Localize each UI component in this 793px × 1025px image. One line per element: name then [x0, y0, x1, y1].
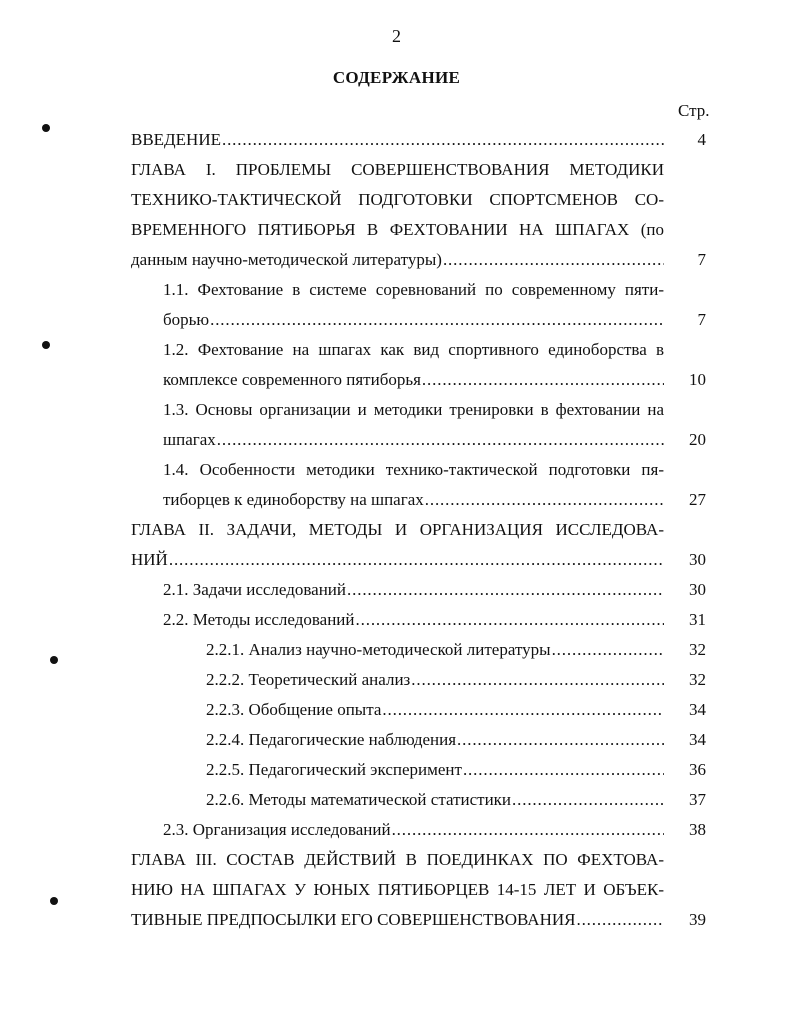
toc-entry-page: 10 [689, 370, 706, 389]
dot-leader [347, 580, 664, 600]
toc-title: СОДЕРЖАНИЕ [332, 68, 461, 87]
toc-entry-text: 2.1. Задачи исследований [163, 580, 347, 599]
toc-entry-page: 4 [697, 130, 706, 149]
dot-leader [217, 430, 664, 450]
toc-entry-text: борью [163, 310, 210, 329]
toc-entry-page: 30 [689, 550, 706, 569]
dot-leader [411, 670, 664, 690]
toc-entry-text: 2.2.2. Теоретический анализ [206, 670, 411, 689]
toc-entry-page: 32 [689, 670, 706, 689]
dot-leader [169, 550, 664, 570]
toc-entry-text: 2.2.3. Обобщение опыта [206, 700, 382, 719]
toc-entry-text: 2.2.1. Анализ научно-методической литературы [206, 640, 551, 659]
dot-leader [512, 790, 664, 810]
margin-mark [50, 897, 58, 905]
toc-entry-text: тиборцев к единоборству на шпагах [163, 490, 424, 509]
toc-entry-text: данным научно-методической литературы) [131, 250, 442, 269]
toc-entry-text: ВВЕДЕНИЕ [131, 130, 221, 149]
toc-entry-text: ТЕХНИКО-ТАКТИЧЕСКОЙ ПОДГОТОВКИ СПОРТСМЕНОВ СО- [131, 190, 664, 209]
toc-entry-page: 39 [689, 910, 706, 929]
dot-leader [576, 910, 664, 930]
toc-entry-text: 2.3. Организация исследований [163, 820, 391, 839]
margin-mark [42, 341, 50, 349]
dot-leader [210, 310, 664, 330]
dot-leader [222, 130, 664, 150]
margin-mark [42, 124, 50, 132]
toc-entry-page: 38 [689, 820, 706, 839]
toc-entry-text: 1.2. Фехтование на шпагах как вид спортивного единоборства в [163, 340, 664, 359]
toc-entry-text: 1.1. Фехтование в системе соревнований по современному пяти- [163, 280, 664, 299]
dot-leader [382, 700, 664, 720]
toc-entry-page: 34 [689, 700, 706, 719]
pages-column-header: Стр. [678, 101, 710, 120]
toc-entry-text: НИЮ НА ШПАГАХ У ЮНЫХ ПЯТИБОРЦЕВ 14-15 ЛЕТ И ОБЪЕК- [131, 880, 664, 899]
toc-entry-page: 36 [689, 760, 706, 779]
toc-entry-text: ТИВНЫЕ ПРЕДПОСЫЛКИ ЕГО СОВЕРШЕНСТВОВАНИЯ [131, 910, 576, 929]
toc-entry-text: 2.2.5. Педагогический эксперимент [206, 760, 462, 779]
toc-entry-page: 20 [689, 430, 706, 449]
dot-leader [463, 760, 664, 780]
toc-entry-text: 1.3. Основы организации и методики тренировки в фехтовании на [163, 400, 664, 419]
toc-entry-text: ГЛАВА III. СОСТАВ ДЕЙСТВИЙ В ПОЕДИНКАХ ПО ФЕХТОВА- [131, 850, 664, 869]
toc-entry-page: 30 [689, 580, 706, 599]
dot-leader [457, 730, 664, 750]
toc-entry-text: НИЙ [131, 550, 168, 569]
toc-entry-page: 31 [689, 610, 706, 629]
toc-entry-page: 7 [697, 310, 706, 329]
dot-leader [356, 610, 664, 630]
toc-entry-text: ГЛАВА II. ЗАДАЧИ, МЕТОДЫ И ОРГАНИЗАЦИЯ ИССЛЕДОВА- [131, 520, 664, 539]
toc-entry-page: 32 [689, 640, 706, 659]
toc-entry-text: 2.2. Методы исследований [163, 610, 355, 629]
toc-entry-text: 1.4. Особенности методики технико-тактической подготовки пя- [163, 460, 664, 479]
dot-leader [422, 370, 664, 390]
toc-entry-text: 2.2.4. Педагогические наблюдения [206, 730, 457, 749]
toc-entry-text: 2.2.6. Методы математической статистики [206, 790, 512, 809]
margin-mark [50, 656, 58, 664]
toc-entry-text: шпагах [163, 430, 216, 449]
toc-entry-text: ВРЕМЕННОГО ПЯТИБОРЬЯ В ФЕХТОВАНИИ НА ШПАГАХ (по [131, 220, 664, 239]
toc-entry-page: 37 [689, 790, 706, 809]
dot-leader [425, 490, 664, 510]
toc-entry-text: ГЛАВА I. ПРОБЛЕМЫ СОВЕРШЕНСТВОВАНИЯ МЕТОДИКИ [131, 160, 664, 179]
dot-leader [552, 640, 664, 660]
dot-leader [443, 250, 664, 270]
toc-entry-page: 7 [697, 250, 706, 269]
page-number: 2 [392, 26, 401, 46]
dot-leader [392, 820, 664, 840]
toc-entry-text: комплексе современного пятиборья [163, 370, 421, 389]
toc-entry-page: 27 [689, 490, 706, 509]
toc-entry-page: 34 [689, 730, 706, 749]
